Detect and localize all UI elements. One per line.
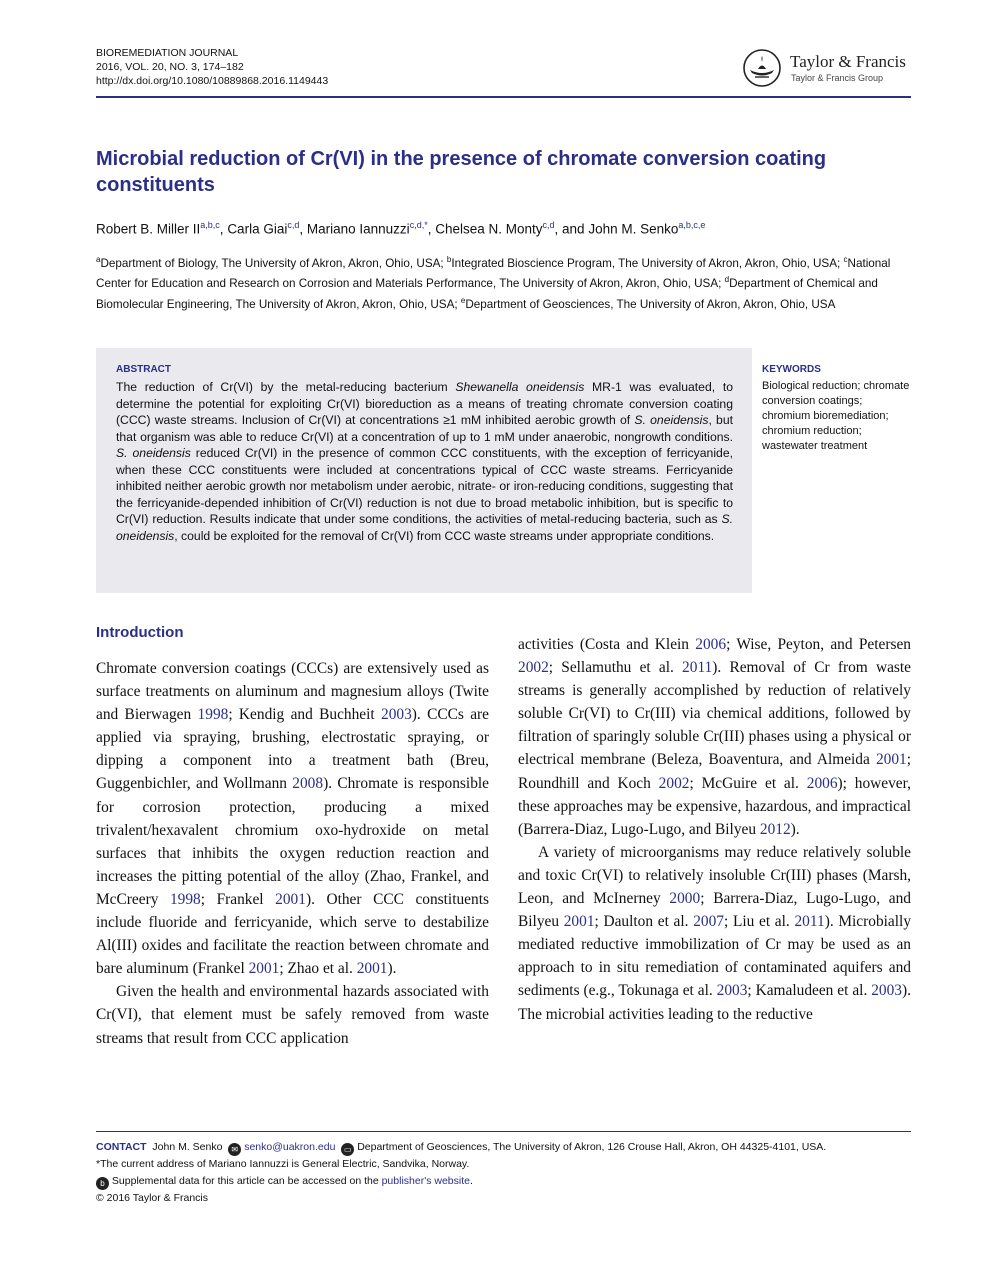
species-name: S. oneidensis	[634, 413, 709, 427]
contact-email-link[interactable]: senko@uakron.edu	[244, 1141, 336, 1153]
affiliation-text: Department of Biology, The University of Akron, Akron, Ohio, USA;	[100, 256, 447, 270]
citation-year-link[interactable]: 2001	[563, 913, 595, 931]
publisher-website-link[interactable]: publisher's website	[381, 1175, 470, 1187]
author-affiliation-marker[interactable]: c,d,*	[409, 220, 428, 230]
author-separator: ,	[299, 221, 307, 237]
body-text: ; Daulton et al.	[594, 913, 694, 931]
citation-year-link[interactable]: 2003	[381, 706, 412, 724]
body-text: ).	[387, 960, 397, 978]
body-paragraph	[96, 980, 489, 1049]
copyright: © 2016 Taylor & Francis	[96, 1192, 209, 1204]
journal-name: BIOREMEDIATION JOURNAL	[96, 47, 239, 59]
article-title: Microbial reduction of Cr(VI) in the presence of chromate conversion coating constituents	[96, 148, 827, 196]
body-text: ). Microbially mediated reductive immobilization of Cr may be used as an approach to in situ remediation of contaminated aquifers and sediments (e.g., Tokunaga et al.	[518, 913, 912, 1000]
publisher-logo-block	[742, 48, 917, 92]
contact-address: Department of Geosciences, The University of Akron, 126 Crouse Hall, Akron, OH 44325-4101, USA.	[357, 1141, 827, 1153]
footer-divider	[96, 1131, 911, 1132]
keywords-heading: KEYWORDS	[762, 364, 821, 375]
citation-year-link[interactable]: 2001	[275, 890, 306, 908]
body-text: ).	[790, 820, 800, 838]
publisher-name: Taylor & Francis	[790, 52, 906, 71]
citation-year-link[interactable]: 2011	[794, 913, 825, 931]
body-text: ; Kendig and Buchheit	[228, 706, 382, 724]
body-text: activities (Costa and Klein	[518, 636, 696, 653]
journal-info	[96, 46, 328, 88]
citation-year-link[interactable]: 2003	[716, 982, 748, 1000]
author-affiliation-marker[interactable]: c,d	[542, 220, 555, 230]
author-name: Mariano Iannuzzi	[306, 221, 410, 237]
affiliation-text: Integrated Bioscience Program, The University of Akron, Akron, Ohio, USA;	[451, 256, 844, 270]
body-column-right	[518, 633, 911, 1026]
body-text: ; Sellamuthu et al.	[548, 659, 683, 677]
affiliation-text: National Center for Education and Research on Corrosion and Materials Performance, The University of Akron, Akron, Ohio, USA;	[96, 256, 891, 291]
author-name: Chelsea N. Monty	[435, 221, 543, 237]
body-text: ). CCCs are applied via spraying, brushing, electrostatic spraying, or dipping a component into a treatment bath (Breu, Guggenbichler, and Wollmann	[96, 706, 489, 793]
body-column-left	[96, 657, 489, 1050]
affiliation-marker: a	[96, 255, 101, 264]
affiliation-marker: e	[460, 295, 466, 305]
abstract-segment: MR-1 was evaluated, to determine the potential for exploiting Cr(VI) bioreduction as a means of treating chromate conversion coating (CCC) waste streams. Inclusion of Cr(VI) at concentrations ≥1 mM inhibited aerobic growth of	[116, 380, 733, 427]
affiliation-marker: b	[446, 255, 452, 264]
publisher-group: Taylor & Francis Group	[791, 73, 884, 83]
body-text: ; Frankel	[200, 890, 276, 908]
body-text: ; Wise, Peyton, and Petersen	[726, 636, 911, 653]
affiliation-marker: d	[724, 275, 730, 285]
affiliation-list	[96, 252, 911, 313]
author-name: John M. Senko	[588, 221, 679, 237]
body-text: ; Barrera-Diaz, Lugo-Lugo, and Bilyeu	[518, 890, 911, 931]
body-paragraph	[518, 633, 911, 841]
citation-year-link[interactable]: 1998	[197, 706, 229, 724]
author-separator: ,	[219, 221, 228, 237]
abstract-segment: The reduction of Cr(VI) by the metal-reducing bacterium	[116, 380, 456, 394]
supplemental-suffix: .	[469, 1175, 473, 1187]
citation-year-link[interactable]: 2008	[292, 775, 324, 793]
supplemental-prefix: Supplemental data for this article can be accessed on the	[111, 1175, 382, 1187]
body-text: Chromate conversion coatings (CCCs) are extensively used as surface treatments on aluminum and magnesium alloys (Twite and Bierwagen	[96, 660, 489, 724]
keywords-text: Biological reduction; chromate conversion coatings; chromium bioremediation; chromium reduction; wastewater treatment	[762, 380, 910, 452]
citation-year-link[interactable]: 2001	[875, 751, 907, 769]
address-icon: ▭	[341, 1143, 354, 1156]
species-name: Shewanella oneidensis	[455, 380, 585, 394]
author-separator: , and	[554, 221, 589, 237]
author-name: Robert B. Miller II	[96, 221, 201, 237]
abstract-segment: , could be exploited for the removal of Cr(VI) from CCC waste streams under appropriate conditions.	[174, 528, 715, 543]
supplemental-line	[96, 1173, 911, 1190]
supplemental-icon: b	[96, 1177, 109, 1190]
author-list	[96, 220, 911, 237]
affiliation-marker: c	[843, 255, 848, 264]
species-name: S. oneidensis	[116, 512, 733, 543]
body-text: ; Zhao et al.	[279, 960, 357, 978]
footer	[96, 1139, 911, 1207]
citation-year-link[interactable]: 2000	[669, 890, 701, 908]
author-separator: ,	[427, 221, 436, 237]
header-divider	[96, 96, 911, 98]
author-affiliation-marker[interactable]: c,d	[287, 220, 300, 230]
citation-year-link[interactable]: 2001	[248, 960, 280, 978]
publisher-lamp-icon	[742, 48, 782, 88]
body-text: ; Kamaludeen et al.	[747, 982, 872, 1000]
footnote: *The current address of Mariano Iannuzzi is General Electric, Sandvika, Norway.	[96, 1158, 470, 1170]
body-text: ; Roundhill and Koch	[518, 751, 911, 792]
citation-year-link[interactable]: 2003	[871, 982, 902, 1000]
body-text: A variety of microorganisms may reduce relatively soluble and toxic Cr(VI) to relatively insoluble Cr(III) phases (Marsh, Leon, and McInerney	[518, 843, 911, 908]
body-text: ). Chromate is responsible for corrosion protection, producing a mixed trivalent/hexavalent chromium oxo-hydroxide on metal surfaces that inhibits the oxygen reduction reaction and increases the pitting potential of the alloy (Zhao, Frankel, and McCreery	[96, 775, 489, 908]
citation-year-link[interactable]: 2002	[658, 774, 690, 792]
body-text: ; McGuire et al.	[689, 774, 807, 792]
journal-doi[interactable]: http://dx.doi.org/10.1080/10889868.2016.1149443	[96, 75, 329, 87]
author-affiliation-marker[interactable]: a,b,c,e	[678, 220, 706, 230]
affiliation-text: Department of Geosciences, The University of Akron, Akron, Ohio, USA	[465, 297, 836, 311]
citation-year-link[interactable]: 2007	[693, 913, 724, 931]
affiliation-text: Department of Chemical and Biomolecular Engineering, The University of Akron, Akron, Ohio, USA;	[96, 277, 878, 311]
citation-year-link[interactable]: 2001	[356, 960, 388, 978]
body-text: Given the health and environmental hazards associated with Cr(VI), that element must be safely removed from waste streams that result from CCC application	[96, 983, 489, 1047]
body-paragraph	[96, 657, 489, 980]
body-text: ). Removal of Cr from waste streams is generally accomplished by reduction of relatively soluble Cr(VI) to Cr(III) via chemical additions, followed by filtration of sparingly soluble Cr(III) phases using a physical or electrical membrane (Beleza, Boaventura, and Almeida	[518, 659, 911, 769]
author-name: Carla Giai	[227, 221, 288, 237]
abstract-segment: , but that organism was able to reduce Cr(VI) at a concentration of up to 1 mM under anaerobic, nongrowth conditions.	[116, 413, 733, 444]
citation-year-link[interactable]: 2006	[806, 774, 838, 792]
email-icon: ✉	[228, 1143, 241, 1156]
body-paragraph	[518, 841, 911, 1026]
abstract-box	[96, 348, 752, 593]
journal-volume: 2016, VOL. 20, NO. 3, 174–182	[96, 61, 244, 73]
section-heading-introduction: Introduction	[96, 624, 184, 641]
body-text: ); however, these approaches may be expensive, hazardous, and impractical (Barrera-Diaz, Lugo-Lugo, and Bilyeu	[518, 774, 911, 838]
body-text: ; Liu et al.	[723, 913, 795, 931]
citation-year-link[interactable]: 1998	[169, 890, 201, 908]
abstract-segment: reduced Cr(VI) in the presence of common CCC constituents, with the exception of ferricyanide, when these CCC constituents were included at concentrations typical of CCC waste streams. Ferricyanide inhibited neither aerobic growth nor metabolism under aerobic, nitrate- or iron-reducing conditions, suggesting that the ferricyanide-depended inhibition of Cr(VI) reduction is not due to broad metabolic inhibition, but is specific to Cr(VI) reduction. Results indicate that under some conditions, the activities of metal-reducing bacteria, such as	[116, 446, 733, 526]
species-name: S. oneidensis	[116, 446, 191, 460]
contact-name: John M. Senko	[152, 1141, 223, 1153]
citation-year-link[interactable]: 2012	[759, 820, 791, 838]
body-text: ). Other CCC constituents include fluoride and ferricyanide, which serve to destabilize Al(III) oxides and facilitate the reaction between chromate and bare aluminum (Frankel	[96, 890, 489, 978]
citation-year-link[interactable]: 2006	[695, 636, 727, 653]
contact-line	[96, 1139, 911, 1156]
body-text: ). The microbial activities leading to the reductive	[518, 982, 911, 1023]
abstract-heading: ABSTRACT	[116, 364, 171, 375]
author-affiliation-marker[interactable]: a,b,c	[200, 220, 220, 230]
abstract-text	[116, 379, 733, 544]
citation-year-link[interactable]: 2002	[518, 659, 549, 677]
contact-label: CONTACT	[96, 1141, 147, 1153]
citation-year-link[interactable]: 2011	[682, 659, 713, 677]
